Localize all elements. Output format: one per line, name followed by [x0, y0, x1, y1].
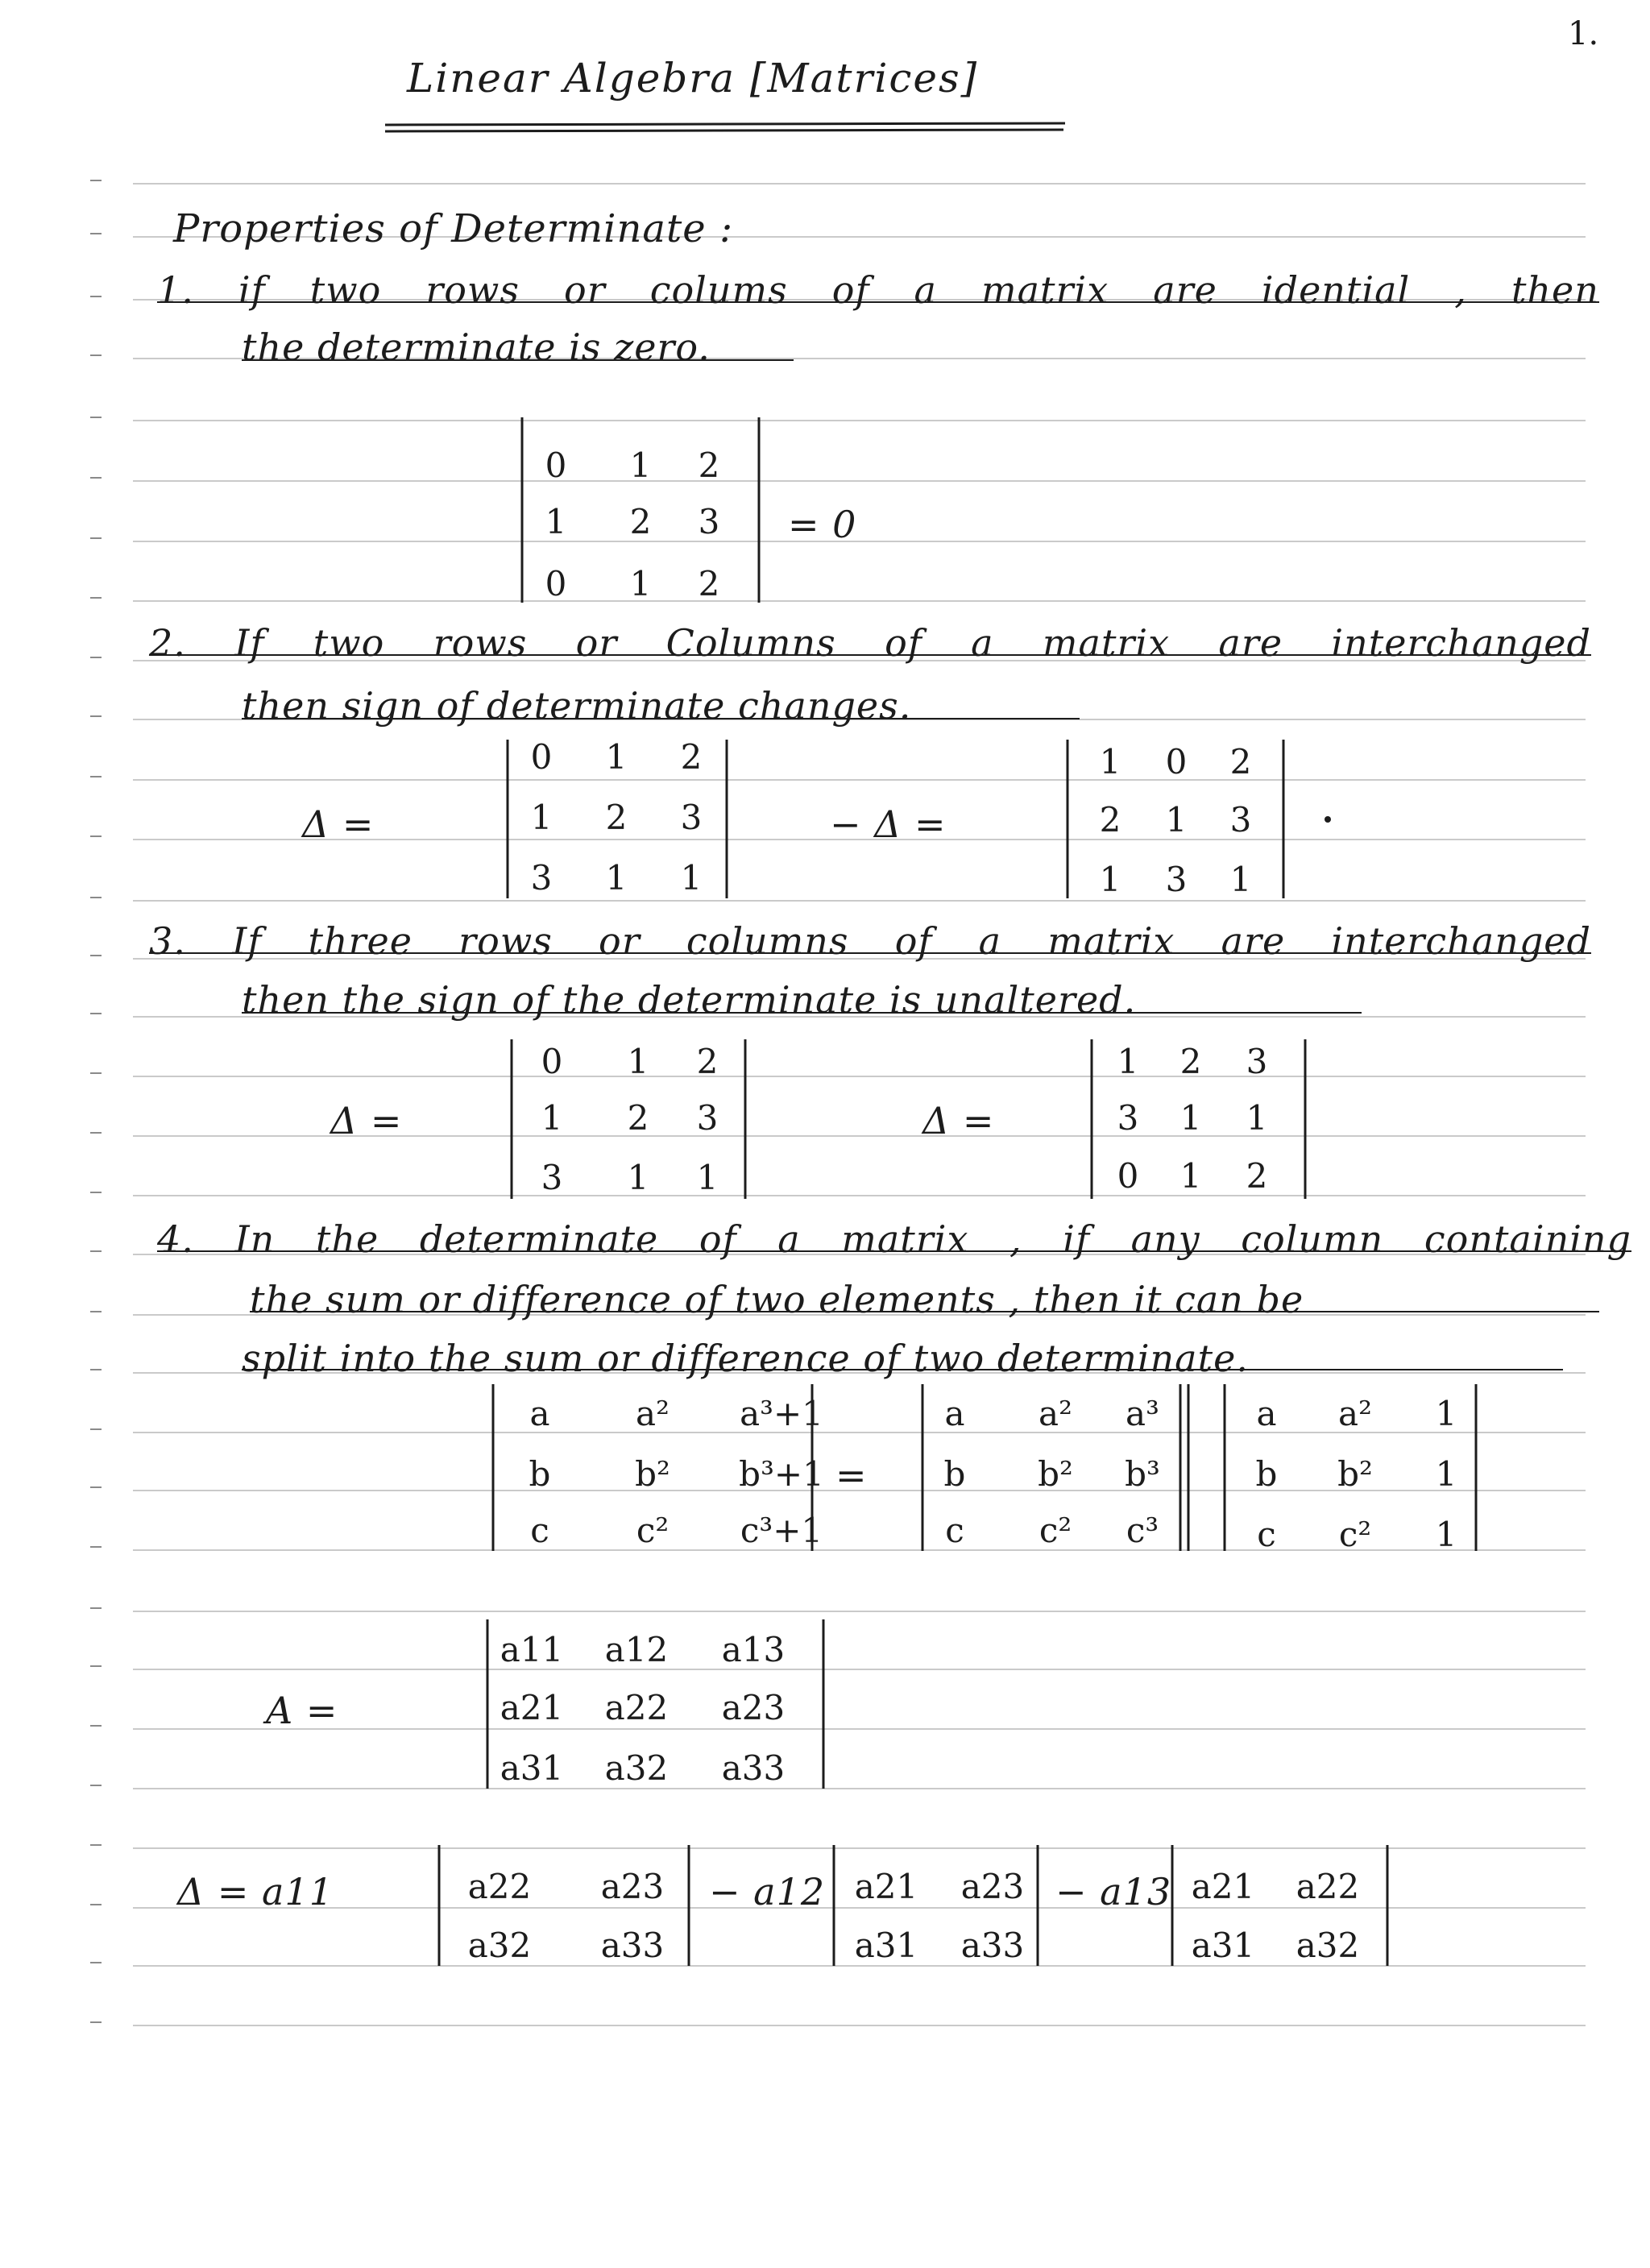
matrix-cell: 1 — [545, 502, 567, 541]
matrix-cell: 0 — [545, 564, 567, 603]
expansion-lead: Δ = a11 — [177, 1870, 334, 1913]
matrix-cell: 3 — [1165, 860, 1188, 899]
matrix-cell: a — [1256, 1394, 1277, 1433]
property-1-line-2: the determinate is zero. — [242, 325, 711, 369]
ex3-left-label: Δ = — [330, 1099, 403, 1142]
property-3-line-2: then the sign of the determinate is unaltered. — [242, 978, 1137, 1022]
property-2-word: a — [971, 621, 994, 665]
page-number: 1. — [1568, 15, 1599, 52]
matrix-cell: 1 — [1179, 1098, 1202, 1138]
property-4-line-3: split into the sum or difference of two determinate. — [242, 1337, 1249, 1380]
matrix-cell: 3 — [698, 502, 720, 541]
matrix-cell: a22 — [467, 1867, 532, 1906]
matrix-cell: 1 — [680, 858, 703, 898]
matrix-cell: a32 — [1296, 1926, 1360, 1965]
matrix-cell: a32 — [604, 1748, 669, 1788]
property-4-word: containing — [1424, 1217, 1631, 1261]
property-4-word: a — [777, 1217, 801, 1261]
property-3-word: If — [232, 919, 263, 963]
matrix-cell: b² — [1337, 1454, 1373, 1494]
matrix-cell: 1 — [627, 1158, 649, 1197]
property-1-word: matrix — [981, 268, 1109, 312]
matrix-cell: a — [944, 1394, 965, 1433]
matrix-cell: 1 — [627, 1042, 649, 1081]
matrix-cell: 0 — [545, 446, 567, 485]
property-3-word: rows — [458, 919, 553, 963]
matrix-cell: 1 — [1435, 1394, 1457, 1433]
ex1-equals-zero: = 0 — [788, 503, 857, 546]
property-1-word: or — [564, 268, 606, 312]
property-2-word: of — [885, 621, 922, 665]
matrix-cell: 1 — [1179, 1156, 1202, 1196]
matrix-cell: 3 — [1229, 800, 1252, 840]
property-4-line-2: the sum or difference of two elements , then it can be — [250, 1278, 1304, 1321]
section-heading: Properties of Determinate : — [173, 206, 734, 251]
matrix-cell: 2 — [629, 502, 652, 541]
property-1-word: of — [831, 268, 870, 312]
property-1-word: if — [238, 268, 266, 312]
matrix-cell: a³+1 — [740, 1394, 823, 1433]
matrix-cell: 0 — [1165, 742, 1188, 782]
ex2-right-label: − Δ = — [830, 802, 947, 846]
matrix-cell: 3 — [1117, 1098, 1139, 1138]
matrix-cell: 3 — [1246, 1042, 1268, 1081]
matrix-cell: 1 — [1435, 1454, 1457, 1494]
ex4-equals: = — [835, 1453, 868, 1497]
property-4-word: 4. — [157, 1217, 194, 1261]
property-2-word: matrix — [1042, 621, 1171, 665]
matrix-cell: b³+1 — [739, 1454, 824, 1494]
matrix-cell: 1 — [530, 798, 553, 837]
matrix-cell: b² — [1038, 1454, 1073, 1494]
matrix-cell: c² — [636, 1511, 670, 1550]
matrix-cell: c² — [1039, 1511, 1072, 1550]
matrix-cell: 1 — [629, 564, 652, 603]
matrix-cell: 2 — [627, 1098, 649, 1138]
matrix-cell: a21 — [1191, 1867, 1255, 1906]
expansion-coef-2: − a12 — [709, 1870, 826, 1913]
title-underline — [385, 123, 1065, 125]
matrix-cell: a13 — [721, 1630, 786, 1669]
matrix-cell: a23 — [960, 1867, 1025, 1906]
property-4-word: matrix — [841, 1217, 969, 1261]
matrix-cell: a² — [1039, 1394, 1072, 1433]
property-4-word: column — [1241, 1217, 1384, 1261]
matrix-cell: a22 — [604, 1688, 669, 1727]
matrix-cell: c³ — [1126, 1511, 1159, 1550]
matrix-cell: 1 — [1229, 860, 1252, 899]
matrix-cell: 1 — [1117, 1042, 1139, 1081]
property-2-word: If — [234, 621, 265, 665]
matrix-cell: 2 — [698, 446, 720, 485]
matrix-cell: 1 — [629, 446, 652, 485]
matrix-cell: a² — [636, 1394, 670, 1433]
property-1-line-1 — [157, 268, 1599, 312]
ex3-right-label: Δ = — [922, 1099, 995, 1142]
property-2-word: interchanged — [1331, 621, 1591, 665]
property-2-line-1 — [149, 621, 1591, 665]
property-3-word: matrix — [1047, 919, 1175, 963]
matrix-cell: a31 — [500, 1748, 564, 1788]
matrix-cell: 1 — [1165, 800, 1188, 840]
page-title: Linear Algebra [Matrices] — [407, 55, 979, 102]
matrix-cell: a33 — [960, 1926, 1025, 1965]
matrix-cell: 1 — [541, 1098, 563, 1138]
property-1-word: colums — [649, 268, 788, 312]
matrix-cell: c — [530, 1511, 549, 1550]
ex2-left-label: Δ = — [302, 802, 375, 846]
matrix-cell: 2 — [680, 737, 703, 777]
property-3-word: a — [978, 919, 1002, 963]
matrix-cell: a31 — [1191, 1926, 1255, 1965]
property-1-word: a — [914, 268, 937, 312]
property-4-word: determinate — [419, 1217, 659, 1261]
property-4-word: , — [1009, 1217, 1022, 1261]
title-underline — [385, 130, 1063, 131]
property-2-word: two — [313, 621, 385, 665]
property-3-word: interchanged — [1331, 919, 1591, 963]
matrix-cell: 3 — [530, 858, 553, 898]
property-1-word: idential — [1261, 268, 1411, 312]
matrix-cell: 0 — [1117, 1156, 1139, 1196]
matrix-cell: 3 — [696, 1098, 719, 1138]
matrix-cell: b³ — [1125, 1454, 1160, 1494]
matrix-cell: c — [945, 1511, 964, 1550]
matrix-cell: a23 — [721, 1688, 786, 1727]
matrix-cell: 1 — [605, 858, 628, 898]
property-1-word: two — [309, 268, 382, 312]
matrix-cell: 2 — [605, 798, 628, 837]
matrix-cell: 3 — [680, 798, 703, 837]
matrix-cell: 2 — [698, 564, 720, 603]
property-2-word: 2. — [149, 621, 186, 665]
property-2-word: or — [575, 621, 618, 665]
property-1-word: then — [1511, 268, 1599, 312]
matrix-cell: a² — [1338, 1394, 1372, 1433]
matrix-cell: a21 — [854, 1867, 918, 1906]
matrix-cell: a12 — [604, 1630, 669, 1669]
property-4-line-1 — [157, 1217, 1631, 1261]
expansion-coef-3: − a13 — [1055, 1870, 1172, 1913]
property-1-word: rows — [425, 268, 520, 312]
property-1-word: 1. — [157, 268, 194, 312]
property-3-word: columns — [686, 919, 849, 963]
matrix-cell: c — [1257, 1515, 1276, 1554]
matrix-cell: a21 — [500, 1688, 564, 1727]
matrix-cell: a³ — [1126, 1394, 1159, 1433]
property-3-line-1 — [149, 919, 1591, 963]
matrix-a-label: A = — [266, 1689, 338, 1732]
matrix-cell: 2 — [696, 1042, 719, 1081]
matrix-cell: 2 — [1099, 800, 1121, 840]
matrix-cell: 1 — [1099, 860, 1121, 899]
matrix-cell: 0 — [530, 737, 553, 777]
matrix-cell: 3 — [541, 1158, 563, 1197]
matrix-cell: b — [529, 1454, 551, 1494]
property-3-word: or — [599, 919, 641, 963]
matrix-cell: 1 — [1435, 1515, 1457, 1554]
matrix-cell: 1 — [605, 737, 628, 777]
matrix-cell: a11 — [500, 1630, 564, 1669]
matrix-cell: 0 — [541, 1042, 563, 1081]
property-2-word: are — [1218, 621, 1283, 665]
matrix-cell: a32 — [467, 1926, 532, 1965]
matrix-cell: a31 — [854, 1926, 918, 1965]
property-3-word: are — [1221, 919, 1286, 963]
matrix-cell: a22 — [1296, 1867, 1360, 1906]
matrix-cell: a23 — [600, 1867, 665, 1906]
property-4-word: if — [1063, 1217, 1090, 1261]
property-4-word: any — [1130, 1217, 1200, 1261]
property-2-word: rows — [433, 621, 528, 665]
matrix-cell: c² — [1338, 1515, 1372, 1554]
property-3-word: three — [308, 919, 412, 963]
matrix-cell: 2 — [1229, 742, 1252, 782]
matrix-cell: 2 — [1246, 1156, 1268, 1196]
matrix-cell: 2 — [1179, 1042, 1202, 1081]
property-3-word: of — [894, 919, 933, 963]
matrix-cell: c³+1 — [740, 1511, 823, 1550]
matrix-cell: 1 — [696, 1158, 719, 1197]
property-2-word: Columns — [665, 621, 836, 665]
matrix-cell: b — [943, 1454, 966, 1494]
matrix-cell: 1 — [1246, 1098, 1268, 1138]
property-1-word: , — [1454, 268, 1467, 312]
matrix-cell: 1 — [1099, 742, 1121, 782]
matrix-cell: b² — [635, 1454, 670, 1494]
property-2-line-2: then sign of determinate changes. — [242, 684, 912, 728]
property-4-word: In — [234, 1217, 276, 1261]
matrix-cell: b — [1255, 1454, 1278, 1494]
property-4-word: of — [699, 1217, 737, 1261]
property-3-word: 3. — [149, 919, 186, 963]
matrix-cell: a33 — [600, 1926, 665, 1965]
matrix-cell: a — [529, 1394, 550, 1433]
matrix-cell: a33 — [721, 1748, 786, 1788]
stray-dot — [1325, 816, 1331, 823]
property-4-word: the — [315, 1217, 379, 1261]
property-1-word: are — [1153, 268, 1217, 312]
